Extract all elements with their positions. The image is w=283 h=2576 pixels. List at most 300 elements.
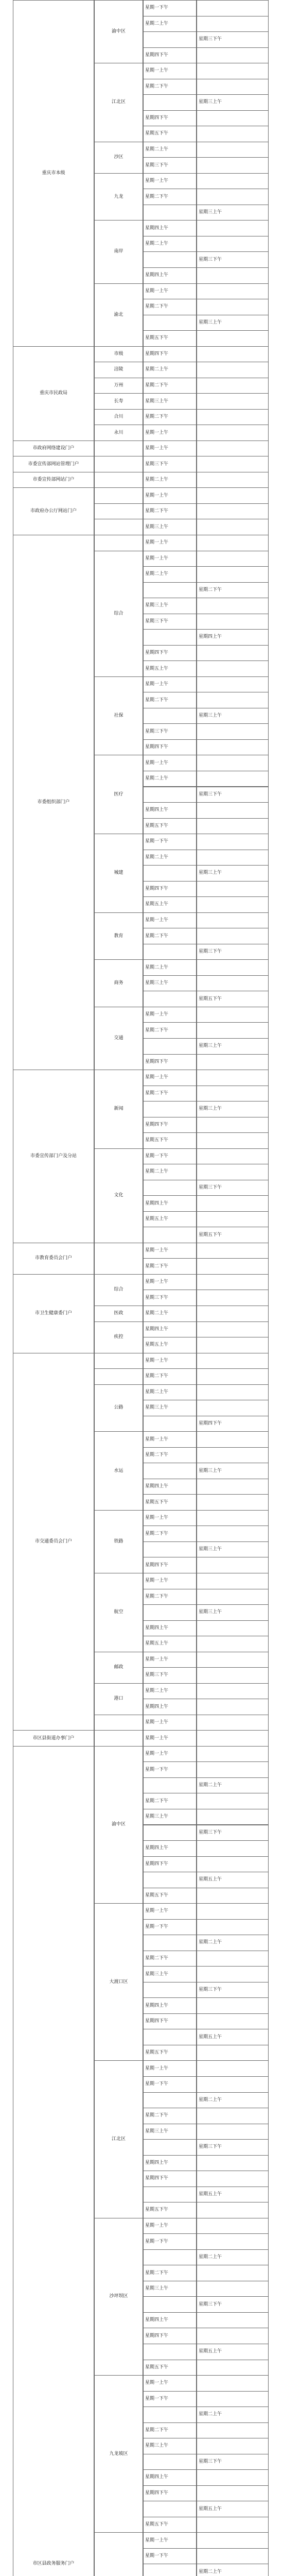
empty-cell xyxy=(197,1840,269,1857)
time-slot-cell: 星期三下午 xyxy=(197,1180,269,1196)
empty-cell xyxy=(197,1274,269,1291)
empty-cell xyxy=(197,2171,269,2187)
time-slot-cell: 星期一上午 xyxy=(143,2060,197,2077)
subgroup-name-cell xyxy=(94,1715,143,1731)
empty-cell xyxy=(197,299,269,315)
empty-cell xyxy=(197,676,269,693)
time-slot-cell: 星期一上午 xyxy=(143,173,197,190)
time-slot-cell: 星期一下午 xyxy=(143,834,197,850)
empty-cell xyxy=(197,16,269,32)
time-slot-cell: 星期三下午 xyxy=(143,723,197,740)
subgroup-name-cell xyxy=(94,1368,143,1385)
empty-cell xyxy=(197,660,269,677)
time-slot-cell: 星期一上午 xyxy=(143,1243,197,1259)
empty-cell xyxy=(143,251,197,268)
time-slot-cell: 星期二上午 xyxy=(143,1683,197,1700)
empty-cell xyxy=(197,959,269,976)
empty-cell xyxy=(197,566,269,583)
empty-cell xyxy=(197,2485,269,2502)
empty-cell xyxy=(143,1416,197,1432)
time-slot-cell: 星期三上午 xyxy=(197,1101,269,1117)
empty-cell xyxy=(143,1825,197,1841)
empty-cell xyxy=(197,1211,269,1228)
empty-cell xyxy=(143,787,197,803)
empty-cell xyxy=(197,1557,269,1573)
empty-cell xyxy=(197,1258,269,1275)
empty-cell xyxy=(143,2454,197,2470)
empty-cell xyxy=(197,519,269,535)
time-slot-cell: 星期三下午 xyxy=(197,2454,269,2470)
empty-cell xyxy=(197,1447,269,1464)
empty-cell xyxy=(197,1400,269,1416)
empty-cell xyxy=(197,1951,269,1967)
empty-cell xyxy=(197,330,269,347)
empty-cell xyxy=(143,2249,197,2266)
time-slot-cell: 星期四上午 xyxy=(143,802,197,819)
subgroup-name-cell: 社保 xyxy=(94,676,143,756)
time-slot-cell: 星期二上午 xyxy=(197,1777,269,1794)
empty-cell xyxy=(197,189,269,205)
time-slot-cell: 星期三下午 xyxy=(197,787,269,803)
group-name-cell: 市委宣传部门户及分站 xyxy=(13,1070,94,1243)
time-slot-cell: 星期五上午 xyxy=(143,896,197,913)
time-slot-cell: 星期二下午 xyxy=(143,1447,197,1464)
empty-cell xyxy=(197,362,269,378)
time-slot-cell: 星期二上午 xyxy=(143,771,197,787)
empty-cell xyxy=(197,1353,269,1369)
time-slot-cell: 星期五下午 xyxy=(143,1888,197,1904)
empty-cell xyxy=(197,173,269,190)
group-name-cell: 市委组织部门户 xyxy=(13,535,94,1070)
subgroup-name-cell xyxy=(94,456,143,472)
empty-cell xyxy=(197,1856,269,1873)
subgroup-name-cell: 铁路 xyxy=(94,1510,143,1573)
empty-cell xyxy=(197,1479,269,1495)
group-name-cell: 市教育委员会门户 xyxy=(13,1243,94,1275)
time-slot-cell: 星期二上午 xyxy=(197,2249,269,2266)
subgroup-name-cell: 水运 xyxy=(94,1431,143,1511)
empty-cell xyxy=(197,1730,269,1747)
empty-cell xyxy=(197,1699,269,1715)
time-slot-cell: 星期三上午 xyxy=(143,1400,197,1416)
time-slot-cell: 星期四下午 xyxy=(143,739,197,756)
subgroup-name-cell xyxy=(94,1730,143,1747)
empty-cell xyxy=(197,1494,269,1511)
time-slot-cell: 星期四下午 xyxy=(143,110,197,127)
empty-cell xyxy=(197,1368,269,1385)
empty-cell xyxy=(197,1966,269,1982)
empty-cell xyxy=(197,472,269,488)
empty-cell xyxy=(143,31,197,48)
time-slot-cell: 星期五上午 xyxy=(143,1636,197,1652)
group-name-cell: 市政府网络建设门户 xyxy=(13,440,94,457)
group-name-cell: 市卫生健康委门户 xyxy=(13,1274,94,1353)
empty-cell xyxy=(197,283,269,300)
empty-cell xyxy=(197,818,269,835)
time-slot-cell: 星期四上午 xyxy=(143,1321,197,1338)
empty-cell xyxy=(197,1888,269,1904)
empty-cell xyxy=(197,425,269,441)
time-slot-cell: 星期一下午 xyxy=(143,2076,197,2093)
empty-cell xyxy=(197,220,269,236)
subgroup-name-cell: 长寿 xyxy=(94,393,143,410)
time-slot-cell: 星期四下午 xyxy=(143,1054,197,1071)
time-slot-cell: 星期四下午 xyxy=(143,47,197,64)
time-slot-cell: 星期三下午 xyxy=(197,251,269,268)
time-slot-cell: 星期一下午 xyxy=(143,2391,197,2408)
empty-cell xyxy=(143,1227,197,1243)
time-slot-cell: 星期三上午 xyxy=(197,315,269,331)
empty-cell xyxy=(197,1243,269,1259)
empty-cell xyxy=(143,1038,197,1055)
subgroup-name-cell xyxy=(94,1243,143,1275)
time-slot-cell: 星期一上午 xyxy=(143,755,197,771)
empty-cell xyxy=(197,1306,269,1322)
time-slot-cell: 星期四下午 xyxy=(143,346,197,363)
empty-cell xyxy=(197,1070,269,1086)
time-slot-cell: 星期三上午 xyxy=(197,1463,269,1479)
empty-cell xyxy=(197,2076,269,2093)
group-name-cell: 市区县政务服务门户 xyxy=(13,1746,94,2576)
subgroup-name-cell: 新闻 xyxy=(94,1070,143,1149)
empty-cell xyxy=(197,1148,269,1165)
empty-cell xyxy=(143,94,197,111)
subgroup-name-cell: 综合 xyxy=(94,1274,143,1306)
time-slot-cell: 星期三下午 xyxy=(197,2296,269,2313)
empty-cell xyxy=(143,2296,197,2313)
time-slot-cell: 星期一下午 xyxy=(143,2548,197,2565)
empty-cell xyxy=(143,2501,197,2517)
time-slot-cell: 星期二上午 xyxy=(143,1164,197,1180)
time-slot-cell: 星期一上午 xyxy=(143,1730,197,1747)
subgroup-name-cell xyxy=(94,440,143,457)
time-slot-cell: 星期二上午 xyxy=(143,362,197,378)
subgroup-name-cell: 渝北 xyxy=(94,283,143,347)
empty-cell xyxy=(197,896,269,913)
time-slot-cell: 星期五上午 xyxy=(197,2029,269,2045)
time-slot-cell: 星期三下午 xyxy=(197,2139,269,2156)
subgroup-name-cell: 万州 xyxy=(94,378,143,394)
empty-cell xyxy=(197,1809,269,1825)
empty-cell xyxy=(197,2375,269,2392)
empty-cell xyxy=(197,2422,269,2439)
empty-cell xyxy=(197,2281,269,2297)
time-slot-cell: 星期一上午 xyxy=(143,1007,197,1023)
subgroup-name-cell: 医政 xyxy=(94,1306,143,1322)
empty-cell xyxy=(197,1290,269,1306)
time-slot-cell: 星期三下午 xyxy=(197,31,269,48)
time-slot-cell: 星期二上午 xyxy=(143,1384,197,1401)
empty-cell xyxy=(197,2312,269,2329)
empty-cell xyxy=(197,1636,269,1652)
time-slot-cell: 星期一上午 xyxy=(143,1652,197,1668)
empty-cell xyxy=(197,912,269,929)
time-slot-cell: 星期二上午 xyxy=(197,1935,269,1951)
group-name-cell: 重庆市本级 xyxy=(13,0,94,347)
empty-cell xyxy=(197,487,269,504)
subgroup-name-cell: 交通 xyxy=(94,1007,143,1070)
subgroup-name-cell: 文化 xyxy=(94,1148,143,1243)
empty-cell xyxy=(197,1652,269,1668)
time-slot-cell: 星期五上午 xyxy=(197,2344,269,2360)
subgroup-name-cell: 城建 xyxy=(94,834,143,913)
time-slot-cell: 星期三上午 xyxy=(143,2438,197,2454)
time-slot-cell: 星期三上午 xyxy=(143,598,197,614)
empty-cell xyxy=(197,2532,269,2549)
time-slot-cell: 星期三上午 xyxy=(143,519,197,535)
time-slot-cell: 星期三下午 xyxy=(197,944,269,960)
time-slot-cell: 星期二下午 xyxy=(143,1022,197,1039)
empty-cell xyxy=(143,2029,197,2045)
empty-cell xyxy=(197,1620,269,1637)
time-slot-cell: 星期四下午 xyxy=(143,2328,197,2344)
subgroup-name-cell: 沙区 xyxy=(94,142,143,174)
time-slot-cell: 星期二下午 xyxy=(143,928,197,944)
time-slot-cell: 星期五上午 xyxy=(143,1337,197,1353)
empty-cell xyxy=(197,2060,269,2077)
empty-cell xyxy=(197,1526,269,1542)
subgroup-name-cell: 南岸 xyxy=(94,220,143,283)
empty-cell xyxy=(197,1761,269,1778)
time-slot-cell: 星期二上午 xyxy=(197,2092,269,2109)
time-slot-cell: 星期一上午 xyxy=(143,63,197,79)
subgroup-name-cell: 综合 xyxy=(94,551,143,677)
empty-cell xyxy=(197,1715,269,1731)
time-slot-cell: 星期五下午 xyxy=(197,991,269,1007)
empty-cell xyxy=(197,79,269,95)
empty-cell xyxy=(197,1431,269,1448)
empty-cell xyxy=(197,2548,269,2565)
empty-cell xyxy=(197,881,269,897)
group-name-cell: 市政府办公厅网站门户 xyxy=(13,487,94,535)
empty-cell xyxy=(143,708,197,724)
empty-cell xyxy=(197,614,269,630)
time-slot-cell: 星期四上午 xyxy=(143,1699,197,1715)
group-name-cell: 重庆市民政局 xyxy=(13,346,94,441)
time-slot-cell: 星期五下午 xyxy=(143,1132,197,1149)
empty-cell xyxy=(197,975,269,992)
empty-cell xyxy=(197,503,269,520)
empty-cell xyxy=(197,1589,269,1605)
time-slot-cell: 星期三下午 xyxy=(143,1290,197,1306)
subgroup-name-cell: 合川 xyxy=(94,409,143,426)
time-slot-cell: 星期一上午 xyxy=(143,440,197,457)
time-slot-cell: 星期五下午 xyxy=(143,330,197,347)
time-slot-cell: 星期五下午 xyxy=(143,2360,197,2376)
empty-cell xyxy=(143,1604,197,1621)
time-slot-cell: 星期一下午 xyxy=(143,1761,197,1778)
time-slot-cell: 星期四下午 xyxy=(143,1117,197,1133)
time-slot-cell: 星期三上午 xyxy=(143,2281,197,2297)
schedule-table xyxy=(13,0,269,2576)
empty-cell xyxy=(197,1007,269,1023)
empty-cell xyxy=(197,456,269,472)
time-slot-cell: 星期二上午 xyxy=(143,566,197,583)
time-slot-cell: 星期五上午 xyxy=(197,1872,269,1888)
subgroup-name-cell: 九龙 xyxy=(94,173,143,221)
time-slot-cell: 星期四上午 xyxy=(143,1479,197,1495)
time-slot-cell: 星期三下午 xyxy=(143,614,197,630)
group-name-cell: 市区县街道办事门户 xyxy=(13,1730,94,1747)
empty-cell xyxy=(197,1683,269,1700)
time-slot-cell: 星期五下午 xyxy=(143,126,197,142)
group-name-cell: 市委宣传部网站门户 xyxy=(13,472,94,488)
time-slot-cell: 星期三上午 xyxy=(143,975,197,992)
subgroup-name-cell: 商务 xyxy=(94,959,143,1007)
empty-cell xyxy=(143,1101,197,1117)
time-slot-cell: 星期一上午 xyxy=(143,2375,197,2392)
subgroup-name-cell xyxy=(94,1353,143,1369)
time-slot-cell: 星期一上午 xyxy=(143,283,197,300)
time-slot-cell: 星期五下午 xyxy=(143,2517,197,2533)
time-slot-cell: 星期一上午 xyxy=(143,425,197,441)
empty-cell xyxy=(197,551,269,567)
time-slot-cell: 星期二上午 xyxy=(143,472,197,488)
empty-cell xyxy=(197,440,269,457)
empty-cell xyxy=(197,2124,269,2140)
empty-cell xyxy=(197,346,269,363)
subgroup-name-cell: 江北区 xyxy=(94,2060,143,2218)
time-slot-cell: 星期五下午 xyxy=(143,818,197,835)
time-slot-cell: 星期三上午 xyxy=(143,1809,197,1825)
empty-cell xyxy=(197,0,269,16)
group-name-cell: 市交通委员会门户 xyxy=(13,1353,94,1731)
time-slot-cell: 星期一上午 xyxy=(143,1070,197,1086)
time-slot-cell: 星期三下午 xyxy=(197,1982,269,1998)
subgroup-name-cell xyxy=(94,535,143,551)
empty-cell xyxy=(197,1195,269,1212)
time-slot-cell: 星期一上午 xyxy=(143,2218,197,2234)
empty-cell xyxy=(197,1117,269,1133)
time-slot-cell: 星期二下午 xyxy=(143,692,197,708)
time-slot-cell: 星期四下午 xyxy=(143,2171,197,2187)
time-slot-cell: 星期二下午 xyxy=(143,2422,197,2439)
subgroup-name-cell: 邮政 xyxy=(94,1652,143,1684)
time-slot-cell: 星期三下午 xyxy=(143,1667,197,1684)
empty-cell xyxy=(197,1022,269,1039)
time-slot-cell: 星期三上午 xyxy=(143,393,197,410)
time-slot-cell: 星期二下午 xyxy=(143,299,197,315)
empty-cell xyxy=(197,2360,269,2376)
time-slot-cell: 星期二下午 xyxy=(143,189,197,205)
empty-cell xyxy=(197,850,269,866)
time-slot-cell: 星期四上午 xyxy=(143,267,197,284)
time-slot-cell: 星期三上午 xyxy=(143,1966,197,1982)
empty-cell xyxy=(143,2564,197,2576)
empty-cell xyxy=(197,598,269,614)
time-slot-cell: 星期二下午 xyxy=(143,79,197,95)
empty-cell xyxy=(197,126,269,142)
empty-cell xyxy=(143,1982,197,1998)
time-slot-cell: 星期三上午 xyxy=(197,865,269,882)
subgroup-name-cell: 渝中区 xyxy=(94,0,143,63)
subgroup-name-cell: 教育 xyxy=(94,912,143,960)
empty-cell xyxy=(197,409,269,426)
time-slot-cell: 星期四上午 xyxy=(143,2312,197,2329)
empty-cell xyxy=(143,865,197,882)
empty-cell xyxy=(197,1054,269,1071)
empty-cell xyxy=(197,928,269,944)
subgroup-name-cell: 九龙坡区 xyxy=(94,2375,143,2533)
empty-cell xyxy=(197,2045,269,2061)
time-slot-cell: 星期五下午 xyxy=(143,1494,197,1511)
empty-cell xyxy=(143,582,197,599)
time-slot-cell: 星期二下午 xyxy=(143,409,197,426)
time-slot-cell: 星期一上午 xyxy=(143,1903,197,1920)
empty-cell xyxy=(197,1086,269,1102)
time-slot-cell: 星期三下午 xyxy=(197,1825,269,1841)
empty-cell xyxy=(197,1164,269,1180)
empty-cell xyxy=(197,2233,269,2250)
time-slot-cell: 星期一上午 xyxy=(143,1715,197,1731)
subgroup-name-cell: 渝中区 xyxy=(94,1746,143,1904)
empty-cell xyxy=(143,629,197,646)
time-slot-cell: 星期三上午 xyxy=(197,1604,269,1621)
time-slot-cell: 星期一上午 xyxy=(143,1510,197,1527)
empty-cell xyxy=(197,692,269,708)
empty-cell xyxy=(197,63,269,79)
time-slot-cell: 星期四下午 xyxy=(143,881,197,897)
subgroup-name-cell: 沙坪坝区 xyxy=(94,2218,143,2376)
time-slot-cell: 星期三上午 xyxy=(197,1541,269,1558)
empty-cell xyxy=(197,2155,269,2172)
time-slot-cell: 星期四上午 xyxy=(143,1195,197,1212)
empty-cell xyxy=(143,315,197,331)
empty-cell xyxy=(197,2202,269,2218)
empty-cell xyxy=(197,1997,269,2014)
empty-cell xyxy=(197,2517,269,2533)
empty-cell xyxy=(143,205,197,221)
empty-cell xyxy=(197,236,269,252)
subgroup-name-cell xyxy=(94,2532,143,2576)
empty-cell xyxy=(197,157,269,174)
subgroup-name-cell: 永川 xyxy=(94,425,143,441)
time-slot-cell: 星期四上午 xyxy=(197,629,269,646)
empty-cell xyxy=(197,2328,269,2344)
empty-cell xyxy=(197,771,269,787)
empty-cell xyxy=(197,2265,269,2281)
empty-cell xyxy=(197,1510,269,1527)
empty-cell xyxy=(197,267,269,284)
time-slot-cell: 星期三上午 xyxy=(197,205,269,221)
time-slot-cell: 星期二下午 xyxy=(143,378,197,394)
empty-cell xyxy=(197,2469,269,2486)
time-slot-cell: 星期一下午 xyxy=(143,0,197,16)
time-slot-cell: 星期三上午 xyxy=(197,1038,269,1055)
empty-cell xyxy=(143,2406,197,2423)
time-slot-cell: 星期二下午 xyxy=(143,1086,197,1102)
empty-cell xyxy=(197,1573,269,1589)
empty-cell xyxy=(143,1180,197,1196)
empty-cell xyxy=(197,834,269,850)
time-slot-cell: 星期二下午 xyxy=(143,1526,197,1542)
empty-cell xyxy=(197,393,269,410)
time-slot-cell: 星期一上午 xyxy=(143,1274,197,1291)
subgroup-name-cell: 公路 xyxy=(94,1384,143,1432)
empty-cell xyxy=(143,1935,197,1951)
empty-cell xyxy=(197,47,269,64)
time-slot-cell: 星期二上午 xyxy=(143,236,197,252)
time-slot-cell: 星期二下午 xyxy=(143,1258,197,1275)
empty-cell xyxy=(197,1746,269,1762)
subgroup-name-cell: 港口 xyxy=(94,1683,143,1715)
time-slot-cell: 星期一上午 xyxy=(143,1353,197,1369)
empty-cell xyxy=(197,755,269,771)
empty-cell xyxy=(143,944,197,960)
time-slot-cell: 星期五下午 xyxy=(143,2202,197,2218)
time-slot-cell: 星期二上午 xyxy=(143,1306,197,1322)
empty-cell xyxy=(197,723,269,740)
